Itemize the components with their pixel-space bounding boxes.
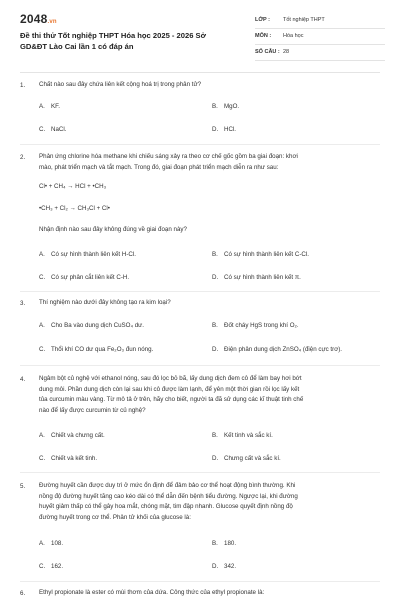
option-b[interactable]: B. Kết tinh và sắc kí. — [212, 432, 273, 439]
question-number: 5. — [20, 483, 26, 490]
exam-title: Đề thi thử Tốt nghiệp THPT Hóa học 2025 - 2026 Sở GD&ĐT Lào Cai lần 1 có đáp án — [20, 31, 207, 51]
option-a[interactable]: A. Có sự hình thành liên kết H-Cl. — [39, 251, 136, 258]
question-divider — [20, 291, 380, 292]
question-text: Thí nghiệm nào dưới đây không tạo ra kim loại? — [39, 299, 171, 306]
option-b[interactable]: B. MgO. — [212, 103, 240, 110]
question-text: Chất nào sau đây chứa liên kết cộng hoá trị trong phân tử? — [39, 81, 202, 88]
option-a[interactable]: A. KF. — [39, 103, 60, 110]
option-d[interactable]: D. HCl. — [212, 126, 237, 133]
question-number: 2. — [20, 154, 26, 161]
question-text: Ngâm bột củ nghệ với ethanol nóng, sau đó lọc bỏ bã, lấy dung dịch đem cô để làm bay hơi bớt dung môi. Phần dung dịch còn lại sau khi cô được làm lạnh, để yên một thời gian rồi lọc lấy kết tủa curcumin màu vàng. Từ mô tả ở trên, hãy cho biết, người ta đã sử dụng các kĩ thuật tinh chế nào để lấy được curcumin từ củ nghệ? — [39, 375, 304, 414]
option-d[interactable]: D. Điện phân dung dịch ZnSO₄ (điện cực trơ). — [212, 346, 343, 353]
meta-subject: MÔN : Hóa học — [255, 30, 385, 45]
question-number: 6. — [20, 590, 26, 597]
option-a[interactable]: A. 108. — [39, 540, 64, 547]
option-a[interactable]: A. Cho Ba vào dung dịch CuSO₄ dư. — [39, 322, 145, 329]
equation-2: •CH₃ + Cl₂ → CH₃Cl + Cl• — [39, 205, 110, 212]
option-c[interactable]: C. Thổi khí CO dư qua Fe₂O₃ đun nóng. — [39, 346, 154, 353]
option-b[interactable]: B. Có sự hình thành liên kết C-Cl. — [212, 251, 309, 258]
question-number: 1. — [20, 82, 26, 89]
option-b[interactable]: B. Đốt cháy HgS trong khí O₂. — [212, 322, 299, 329]
exam-header — [0, 0, 400, 72]
option-c[interactable]: C. Chiết và kết tinh. — [39, 455, 98, 462]
equation-1: Cl• + CH₄ → HCl + •CH₃ — [39, 183, 107, 190]
question-divider — [20, 581, 380, 582]
question-divider — [20, 365, 380, 366]
site-logo[interactable]: 2048.vn — [20, 12, 57, 26]
meta-class: LỚP : Tốt nghiệp THPT — [255, 14, 385, 29]
header-divider — [20, 72, 380, 73]
meta-question-count: SỐ CÂU : 28 — [255, 46, 385, 61]
option-c[interactable]: C. Có sự phân cắt liên kết C-H. — [39, 274, 130, 281]
question-divider — [20, 472, 380, 473]
option-c[interactable]: C. 162. — [39, 563, 64, 570]
option-d[interactable]: D. 342. — [212, 563, 237, 570]
option-a[interactable]: A. Chiết và chưng cất. — [39, 432, 105, 439]
question-text: Đường huyết cần được duy trì ở mức ổn định để đảm bảo cơ thể hoạt động bình thường. Khi nồng độ đường huyết tăng cao kéo dài có thể dẫn đến bệnh tiểu đường. Ngược lại, khi đường huyết giảm thấp có thể gây hoa mắt, chóng mặt, tim đập nhanh. Glucose quyết định nồng độ đường huyết trong cơ thể. Phân tử khối của glucose là: — [39, 482, 298, 521]
question-number: 4. — [20, 376, 26, 383]
option-d[interactable]: D. Có sự hình thành liên kết π. — [212, 274, 301, 281]
question-divider — [20, 144, 380, 145]
question-text: Phản ứng chlorine hóa methane khi chiếu sáng xảy ra theo cơ chế gốc gồm ba giai đoạn: khơi mào, phát triển mạch và tắt mạch. Trong đó, giai đoạn phát triển mạch diễn ra như sau: — [39, 153, 298, 171]
option-b[interactable]: B. 180. — [212, 540, 237, 547]
question-prompt: Nhận định nào sau đây không đúng về giai đoạn này? — [39, 226, 187, 233]
question-text: Ethyl propionate là ester có mùi thơm của dứa. Công thức của ethyl propionate là: — [39, 589, 265, 596]
question-number: 3. — [20, 300, 26, 307]
option-c[interactable]: C. NaCl. — [39, 126, 67, 133]
option-d[interactable]: D. Chưng cất và sắc kí. — [212, 455, 281, 462]
